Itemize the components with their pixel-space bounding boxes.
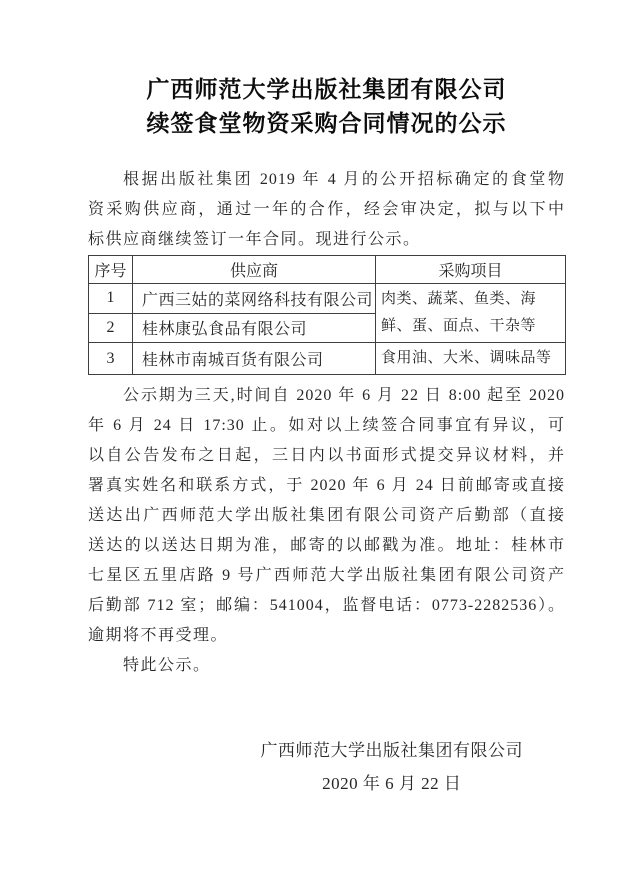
supplier-cell: 桂林康弘食品有限公司 xyxy=(133,313,376,343)
intro-line: 标供应商继续签订一年合同。现进行公示。 xyxy=(88,231,421,248)
suppliers-table xyxy=(88,255,566,375)
table-row xyxy=(89,284,566,314)
supplier-cell: 广西三姑的菜网络科技有限公司 xyxy=(133,284,376,314)
notice-paragraph xyxy=(88,381,565,651)
closing-line: 特此公示。 xyxy=(123,657,211,674)
signature-company: 广西师范大学出版社集团有限公司 xyxy=(260,741,523,760)
intro-line: 资采购供应商，通过一年的合作，经会审决定，拟与以下中 xyxy=(88,201,565,218)
notice-line: 送达出广西师范大学出版社集团有限公司资产后勤部（直接 xyxy=(88,507,565,524)
notice-line: 逾期将不再受理。 xyxy=(88,627,229,644)
supplier-cell: 桂林市南城百货有限公司 xyxy=(133,343,376,375)
title-line-1: 广西师范大学出版社集团有限公司 xyxy=(146,77,507,102)
header-supplier: 供应商 xyxy=(133,256,376,284)
items-cell: 食用油、大米、调味品等 xyxy=(376,343,566,375)
notice-line: 公示期为三天,时间自 2020 年 6 月 22 日 8:00 起至 2020 xyxy=(123,387,565,404)
notice-line: 送达的以送达日期为准，邮寄的以邮戳为准。地址：桂林市 xyxy=(88,537,565,554)
header-items: 采购项目 xyxy=(376,256,566,284)
closing-statement xyxy=(88,651,565,681)
notice-line: 年 6 月 24 日 17:30 止。如对以上续签合同事宜有异议，可 xyxy=(88,417,565,434)
seq-no-cell: 3 xyxy=(89,343,133,375)
items-cell-merged: 肉类、蔬菜、鱼类、海鲜、蛋、面点、干杂等 xyxy=(376,284,566,343)
notice-line: 后勤部 712 室；邮编：541004，监督电话：0773-2282536）。 xyxy=(88,597,565,614)
document-title xyxy=(88,73,565,141)
seq-no-cell: 1 xyxy=(89,284,133,314)
table-header-row xyxy=(89,256,566,284)
title-line-2: 续签食堂物资采购合同情况的公示 xyxy=(146,111,507,136)
intro-line: 根据出版社集团 2019 年 4 月的公开招标确定的食堂物 xyxy=(123,171,565,188)
signature-date: 2020 年 6 月 22 日 xyxy=(322,774,462,793)
notice-line: 以自公告发布之日起，三日内以书面形式提交异议材料，并 xyxy=(88,447,565,464)
notice-line: 署真实姓名和联系方式，于 2020 年 6 月 24 日前邮寄或直接 xyxy=(88,477,565,494)
table-row xyxy=(89,343,566,375)
signature-block xyxy=(261,734,524,800)
seq-no-cell: 2 xyxy=(89,313,133,343)
notice-line: 七星区五里店路 9 号广西师范大学出版社集团有限公司资产 xyxy=(88,567,565,584)
intro-paragraph xyxy=(88,165,565,255)
header-seq-no: 序号 xyxy=(89,256,133,284)
